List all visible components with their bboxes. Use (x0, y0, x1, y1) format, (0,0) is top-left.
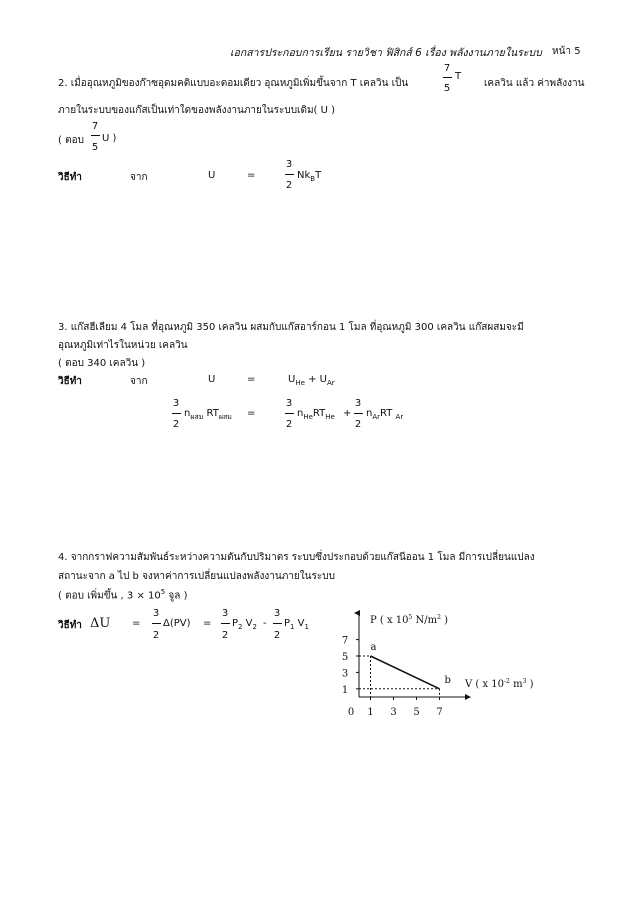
q3-row2-t2-rt: RT (380, 408, 393, 419)
q3-row2-t2 (366, 408, 403, 421)
q3-rhs1-sub1: He (295, 379, 305, 387)
q3-row2-t2-n: n (366, 408, 373, 419)
q3-rhs1-b: U (319, 374, 327, 385)
q2-ans-bar (91, 135, 100, 136)
q2-line2: ภายในระบบของแก๊สเป็นเท่าใดของพลังงานภายในระบบเดิม( U ) (58, 105, 336, 116)
q2-line1b: เคลวิน แล้ว ค่าพลังงาน (484, 78, 585, 89)
x-tick-label-4: 7 (436, 707, 443, 718)
q4-t2-v: V (242, 618, 253, 629)
q3-row2-plus: + (343, 408, 352, 419)
q2-answer-open: ( ตอบ (58, 135, 84, 146)
q4-t2-den: 2 (221, 630, 229, 641)
q4-t3-s2: 1 (304, 623, 309, 631)
q2-frac-bar (443, 77, 452, 78)
q3-lhs: U (208, 374, 216, 385)
q4-t2 (232, 618, 257, 631)
q3-row2-lhs-bar (172, 413, 181, 414)
q4-t1: Δ(PV) (163, 618, 191, 629)
q2-rhs-bar (285, 174, 294, 175)
q4-solution-label: วิธีทำ (58, 620, 82, 631)
q2-solution-label: วิธีทำ (58, 172, 82, 183)
q3-row2-lhs-den: 2 (172, 419, 180, 430)
point-label-b: b (444, 674, 451, 686)
q3-rhs1-a: U (288, 374, 296, 385)
page-number: หน้า 5 (552, 46, 581, 57)
x-tick-label-3: 5 (413, 707, 420, 718)
q4-t3-bar (273, 623, 282, 624)
x-tick-label-0: 0 (347, 707, 355, 718)
y-tick-label-2: 3 (341, 668, 349, 680)
q3-row2-t2-bar (354, 413, 363, 414)
header-title: เอกสารประกอบการเรียน รายวิชา ฟิสิกส์ 6 เรื่อง พลังงานภายในระบบ (230, 47, 542, 59)
q4-eq2: = (203, 618, 212, 629)
q2-ans-num: 7 (91, 121, 99, 132)
q3-rhs1 (288, 374, 335, 387)
q3-row2-t2-den: 2 (354, 419, 362, 430)
process-line-a-b (371, 656, 440, 689)
q3-rhs1-sub2: Ar (327, 379, 335, 387)
x-axis-title: V ( x $10^{-2}$ $m^3$ ) (465, 678, 534, 690)
q3-line1: 3. แก๊สฮีเลียม 4 โมล ที่อุณหภูมิ 350 เคลวิน ผสมกับแก๊สอาร์กอน 1 โมล ที่อุณหภูมิ 300 เคลวิน แก๊สผสมจะมี (58, 322, 524, 333)
q3-eq1: = (247, 374, 256, 385)
q3-row2-t1 (297, 408, 335, 421)
q2-rhs-expr (297, 170, 321, 183)
q2-frac-den: 5 (443, 83, 451, 94)
q2-rhs-num: 3 (285, 159, 293, 170)
y-tick-label-1: 5 (341, 652, 349, 663)
q3-row2-t1-bar (285, 413, 294, 414)
q4-answer-exp: 5 (160, 588, 166, 596)
q3-line2: อุณหภูมิเท่าไรในหน่วย เคลวิน (58, 340, 188, 351)
y-tick-label-3: 1 (341, 684, 349, 696)
q4-minus: - (263, 618, 267, 629)
q3-row2-lhs-rt: RT (206, 408, 219, 419)
q4-answer-a: ( ตอบ เพิ่มขึ้น , 3 × 10 (58, 590, 161, 602)
q3-row2-t1-rt: RT (312, 408, 326, 419)
q2-rhs-sub: B (310, 175, 316, 183)
q2-lhs: U (208, 170, 216, 181)
q4-line2: สถานะจาก a ไป b จงหาค่าการเปลี่ยนแปลงพลังงานภายในระบบ (58, 571, 335, 582)
q3-solution-label: วิธีทำ (58, 376, 82, 387)
q4-t2-num: 3 (221, 608, 229, 619)
q2-frac-var: T (455, 71, 462, 82)
q3-row2-t1-n: n (297, 408, 304, 419)
q2-rhs-den: 2 (285, 180, 293, 191)
q2-answer-close: U ) (102, 133, 117, 144)
q4-t3-den: 2 (273, 630, 281, 641)
q4-t1-den: 2 (152, 630, 160, 641)
q4-answer-b: จูล ) (165, 590, 188, 602)
y-tick-label-0: 7 (341, 635, 349, 647)
q3-eq2: = (247, 408, 256, 419)
x-tick-label-1: 1 (367, 707, 374, 718)
q3-row2-t1-num: 3 (285, 398, 293, 409)
point-label-a: a (370, 642, 377, 653)
x-tick-label-2: 3 (390, 707, 397, 718)
pv-graph (335, 605, 545, 725)
q3-from: จาก (130, 376, 148, 387)
q3-row2-lhs-n: n (184, 408, 191, 419)
q3-row2-lhs-num: 3 (172, 398, 180, 409)
q4-t2-s2: 2 (252, 623, 257, 631)
q3-row2-lhs-sub2: ผสม (218, 413, 232, 421)
q4-eq: = (132, 618, 141, 629)
q4-t1-bar (152, 623, 161, 624)
q4-answer (58, 588, 187, 603)
q3-row2-t1-sub: He (303, 413, 313, 421)
q3-row2-t2-sub2: Ar (395, 413, 404, 421)
q4-t2-s1: 2 (238, 623, 243, 631)
q4-t2-bar (221, 623, 230, 624)
q3-row2-lhs-sub: ผสม (190, 413, 204, 421)
q4-t3-s1: 1 (290, 623, 295, 631)
q3-answer: ( ตอบ 340 เคลวิน ) (58, 358, 146, 369)
q2-frac-num: 7 (443, 63, 451, 74)
q4-t3-p: P (284, 618, 291, 629)
q4-line1: 4. จากกราฟความสัมพันธ์ระหว่างความดันกับปริมาตร ระบบซึ่งประกอบด้วยแก๊สนีออน 1 โมล มีการเปลี่ยนแปลง (58, 552, 535, 563)
q3-row2-t1-den: 2 (285, 419, 293, 430)
q3-plus: + (308, 374, 317, 385)
q2-eq: = (247, 170, 256, 181)
q4-t3 (284, 618, 309, 631)
q2-from: จาก (130, 172, 148, 183)
q3-row2-t2-sub: Ar (372, 413, 381, 421)
q2-rhs-tail: T (315, 170, 322, 181)
q4-t3-num: 3 (273, 608, 281, 619)
q3-row2-t1-sub2: He (325, 413, 335, 421)
q4-t3-v: V (294, 618, 305, 629)
q3-row2-t2-num: 3 (354, 398, 362, 409)
q4-delta-u: ΔU (90, 616, 111, 631)
y-axis-title: P ( x $10^5$ $N/m^2$ ) (370, 614, 449, 626)
q2-line1a: 2. เมื่ออุณหภูมิของก๊าซอุดมคติแบบอะตอมเดียว อุณหภูมิเพิ่มขึ้นจาก T เคลวิน เป็น (58, 78, 409, 89)
q2-ans-den: 5 (91, 142, 99, 153)
q4-t1-num: 3 (152, 608, 160, 619)
q2-rhs-main: Nk (297, 170, 311, 181)
q3-row2-lhs (184, 408, 232, 423)
q4-t2-p: P (232, 618, 239, 629)
